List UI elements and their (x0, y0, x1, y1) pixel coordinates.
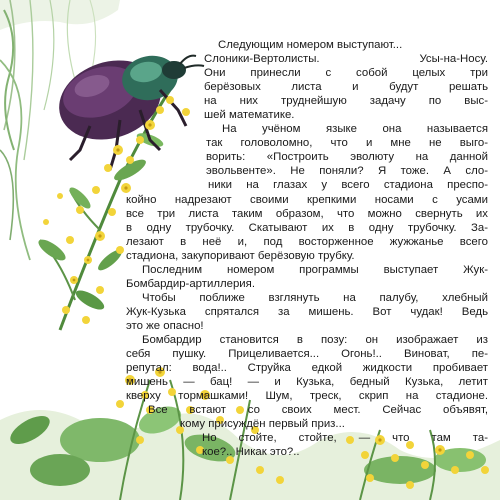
text-line: это же опасно! (126, 319, 204, 332)
text-line: стадиона, закупоривают берёзовую трубку. (126, 249, 355, 262)
text-line: кое?.. Никак это?.. (202, 446, 300, 459)
text-line: в одну трубочку. Скатывают их в одну трубочку. За- (126, 221, 488, 234)
text-line: мишень — бац! — и Кузька, бедный Кузька, летит (126, 376, 488, 389)
text-line: койно надрезают своими крепкими носами с усами (126, 193, 488, 206)
paragraph-2 (0, 122, 500, 262)
text-line: все три листа таким образом, что можно свернуть их (126, 207, 488, 220)
text-line: На учёном языке она называется (222, 123, 488, 136)
paragraph-5 (0, 333, 500, 459)
text-line: ники на глазах у всего стадиона преспо- (208, 179, 488, 192)
text-line: ворить: «Построить эволюту на данной (206, 151, 488, 164)
text-line: так головоломно, что и мне не выго- (206, 137, 488, 150)
text-line: Жук-Кузька спрятался за мишень. Вот чудак! Ведь (126, 305, 488, 318)
text-line: репутал: вода!.. Струйка едкой жидкости пробивает (126, 362, 488, 375)
text-line: на них труднейшую задачу по выс- (204, 95, 488, 108)
text-line: Бомбардир становится в позу: он изображает из (142, 333, 488, 346)
paragraph-4 (0, 291, 500, 333)
text-line: Но стойте, стойте, — что там та- (202, 432, 488, 445)
text-line: Последним номером программы выступает Жук- (142, 263, 488, 276)
text-line: Следующим номером выступают... (218, 39, 403, 51)
text-line: Они принесли с собой целых три (204, 67, 488, 80)
paragraph-3 (0, 263, 500, 291)
text-line: берёзовых листа и будут решать (204, 81, 488, 94)
text-line: Слоники-Вертолисты. Усы-на-Носу. (204, 53, 488, 66)
story-text (0, 38, 500, 459)
text-line: шей математике. (204, 109, 295, 122)
text-line: кому присуждён первый приз... (180, 418, 345, 431)
text-line: лезают в неё и, под восторженное жужжанье всего (126, 235, 488, 248)
text-line: Чтобы поближе взглянуть на палубу, хлебный (142, 291, 488, 304)
text-line: себя пушку. Прицеливается... Огонь!.. Виноват, пе- (126, 348, 488, 361)
text-line: Все встают со своих мест. Сейчас объявят, (148, 404, 488, 417)
text-line: кверху тормашками! Шум, треск, скрип на стадионе. (126, 390, 488, 403)
text-line: эвольвенте». Не поняли? Я тоже. А сло- (206, 165, 488, 178)
paragraph-1 (0, 38, 500, 122)
text-line: Бомбардир-артиллерия. (126, 277, 255, 290)
